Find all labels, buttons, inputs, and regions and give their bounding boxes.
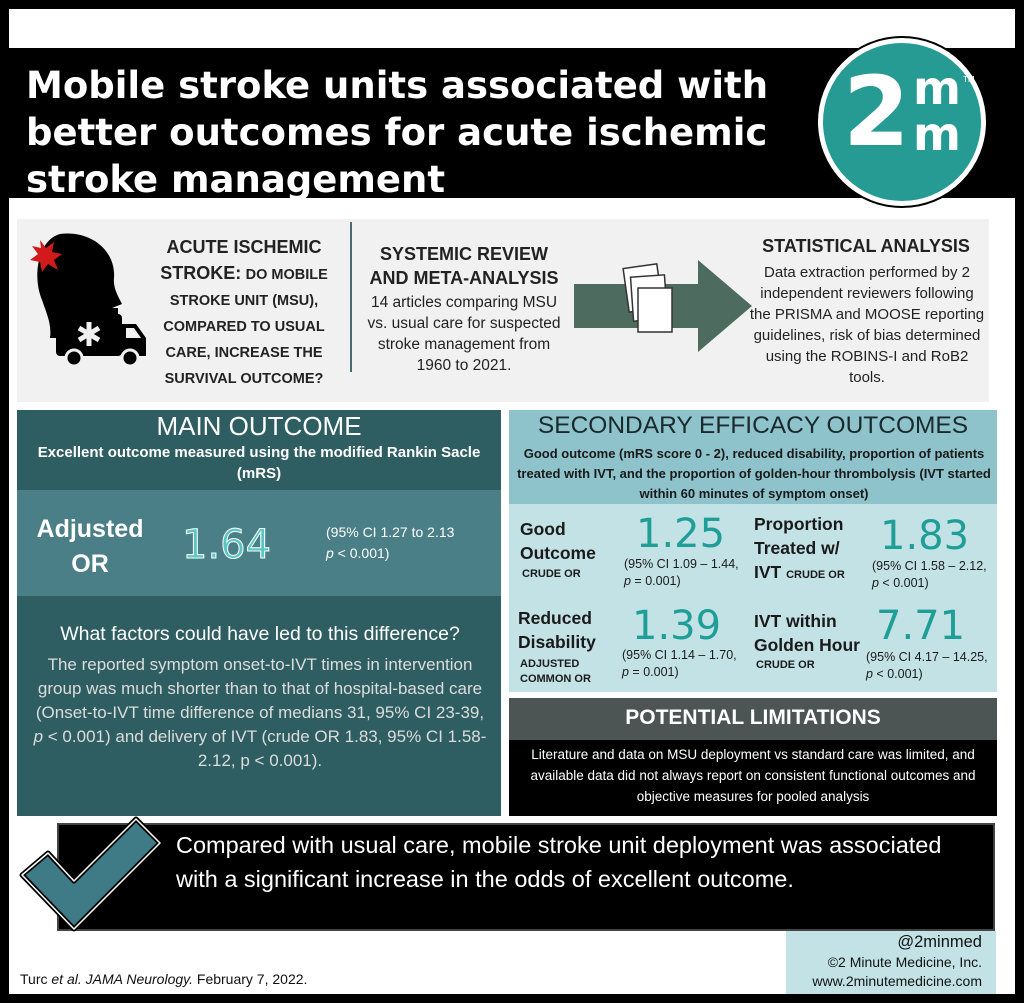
golden-hour-ci-1: (95% CI 4.17 – 14.25, bbox=[866, 650, 988, 664]
golden-hour-value: 7.71 bbox=[876, 603, 966, 649]
reduced-disability-tag bbox=[520, 657, 591, 687]
conclusion-text: Compared with usual care, mobile stroke unit deployment was associated with a significant increase in the odds of excellent outcome. bbox=[176, 832, 942, 892]
good-outcome-ci-1: (95% CI 1.09 – 1.44, bbox=[624, 557, 739, 571]
factors-text-2: < 0.001) and delivery of IVT (crude OR 1.83, 95% CI 1.58-2.12, p < 0.001). bbox=[43, 727, 487, 770]
credit-company: ©2 Minute Medicine, Inc. bbox=[827, 954, 982, 970]
golden-hour-label-1: IVT within bbox=[754, 611, 837, 631]
adjusted-or-ci-line-2: < 0.001) bbox=[333, 545, 390, 561]
question-line-4: CARE, INCREASE THE bbox=[165, 345, 323, 361]
factors-question: What factors could have led to this difference? bbox=[60, 623, 460, 645]
main-outcome-title: MAIN OUTCOME bbox=[156, 411, 362, 441]
credit-url[interactable]: www.2minutemedicine.com bbox=[812, 973, 982, 989]
reduced-disability-ci bbox=[622, 647, 752, 681]
golden-hour-tag: CRUDE OR bbox=[756, 659, 815, 671]
logo-letter-top: m bbox=[913, 61, 961, 115]
page-title: Mobile stroke units associated with better outcomes for acute ischemic stroke management bbox=[26, 64, 769, 201]
factors-text-p: p bbox=[33, 727, 44, 746]
arrow-documents-icon bbox=[574, 258, 754, 354]
adjusted-or-value: 1.64 bbox=[182, 522, 272, 568]
reduced-disability-ci-2: = 0.001) bbox=[628, 665, 679, 679]
proportion-treated-ci-p: p bbox=[872, 576, 879, 590]
reduced-disability-label bbox=[518, 606, 618, 654]
secondary-outcomes-title: SECONDARY EFFICACY OUTCOMES bbox=[537, 412, 969, 439]
proportion-treated-tag: CRUDE OR bbox=[786, 569, 845, 581]
reduced-disability-label-1: Reduced bbox=[518, 608, 592, 628]
citation bbox=[20, 970, 307, 989]
proportion-treated-ci-1: (95% CI 1.58 – 2.12, bbox=[872, 559, 987, 573]
factors-text-1: The reported symptom onset-to-IVT times in intervention group was much shorter than to that of hospital-based care (Onset-to-IVT time difference of medians 31, 95% CI 23-39, bbox=[35, 655, 485, 722]
intro-divider bbox=[350, 222, 352, 372]
adjusted-or-label: Adjusted OR bbox=[36, 515, 144, 578]
proportion-treated-label-2: Treated w/ bbox=[754, 538, 840, 558]
systemic-review-text: 14 articles comparing MSU vs. usual care for suspected stroke management from 1960 to 2021. bbox=[367, 294, 561, 374]
proportion-treated-label-3: IVT bbox=[754, 562, 782, 582]
reduced-disability-tag-1: ADJUSTED bbox=[520, 658, 580, 670]
logo-number: 2 bbox=[843, 56, 910, 168]
reduced-disability-ci-1: (95% CI 1.14 – 1.70, bbox=[622, 648, 737, 662]
citation-date: February 7, 2022. bbox=[193, 971, 308, 987]
limitations-text: Literature and data on MSU deployment vs standard care was limited, and available data did not always report on consistent functional outcomes and objective measures for pooled analysis bbox=[530, 747, 976, 804]
good-outcome-label-2: Outcome bbox=[520, 543, 596, 563]
question-line-2: STROKE UNIT (MSU), bbox=[169, 293, 319, 309]
proportion-treated-label bbox=[754, 512, 874, 587]
good-outcome-ci bbox=[624, 556, 754, 590]
secondary-outcomes-subtitle: Good outcome (mRS score 0 - 2), reduced disability, proportion of patients treated with IVT, and the proportion of golden-hour thrombolysis (IVT started within 60 minutes of symptom onset) bbox=[517, 446, 991, 501]
logo-letter-bottom: m bbox=[913, 107, 961, 161]
golden-hour-ci-p: p bbox=[866, 667, 873, 681]
reduced-disability-label-2: Disability bbox=[518, 632, 596, 652]
proportion-treated-ci-2: < 0.001) bbox=[878, 576, 929, 590]
statistical-analysis-title: STATISTICAL ANALYSIS bbox=[762, 236, 970, 256]
proportion-treated-label-1: Proportion bbox=[754, 514, 844, 534]
proportion-treated-ci bbox=[872, 558, 996, 592]
reduced-disability-tag-2: COMMON OR bbox=[520, 673, 591, 685]
ambulance-icon bbox=[54, 306, 148, 368]
checkmark-icon bbox=[16, 813, 166, 933]
golden-hour-label bbox=[754, 609, 874, 657]
citation-author: Turc bbox=[20, 971, 52, 987]
reduced-disability-value: 1.39 bbox=[632, 603, 722, 649]
limitations-title: POTENTIAL LIMITATIONS bbox=[625, 706, 881, 729]
factors-text bbox=[30, 653, 490, 773]
credit-handle: @2minmed bbox=[897, 933, 982, 951]
good-outcome-value: 1.25 bbox=[636, 511, 726, 557]
adjusted-or-ci bbox=[326, 522, 454, 564]
good-outcome-ci-p: p bbox=[624, 574, 631, 588]
brand-logo bbox=[818, 38, 986, 206]
good-outcome-tag: CRUDE OR bbox=[522, 568, 581, 580]
adjusted-or-ci-p: p bbox=[326, 545, 334, 561]
golden-hour-label-2: Golden Hour bbox=[754, 635, 860, 655]
statistical-analysis-text: Data extraction performed by 2 independent reviewers following the PRISMA and MOOSE reporting guidelines, risk of bias determined using the ROBINS-I and RoB2 tools. bbox=[749, 264, 985, 386]
question-heading-1: ACUTE ISCHEMIC bbox=[166, 237, 322, 257]
adjusted-or-ci-line-1: (95% CI 1.27 to 2.13 bbox=[326, 524, 455, 540]
proportion-treated-value: 1.83 bbox=[880, 513, 970, 559]
reduced-disability-ci-p: p bbox=[622, 665, 629, 679]
study-question bbox=[160, 234, 328, 392]
golden-hour-ci bbox=[866, 649, 996, 683]
logo-trademark: TM bbox=[963, 75, 975, 84]
question-heading-2: STROKE: bbox=[160, 263, 242, 283]
question-line-3: COMPARED TO USUAL bbox=[163, 319, 325, 335]
question-line-1: DO MOBILE bbox=[245, 267, 328, 283]
good-outcome-label-1: Good bbox=[520, 519, 566, 539]
good-outcome-label bbox=[520, 517, 620, 565]
question-line-5: SURVIVAL OUTCOME? bbox=[164, 371, 324, 387]
main-outcome-subtitle: Excellent outcome measured using the modified Rankin Sacle (mRS) bbox=[37, 444, 481, 482]
good-outcome-ci-2: = 0.001) bbox=[630, 574, 681, 588]
systemic-review-title: SYSTEMIC REVIEW AND META-ANALYSIS bbox=[369, 244, 559, 288]
citation-journal: JAMA Neurology. bbox=[81, 971, 193, 987]
citation-etal: et al. bbox=[51, 971, 82, 987]
golden-hour-ci-2: < 0.001) bbox=[872, 667, 923, 681]
